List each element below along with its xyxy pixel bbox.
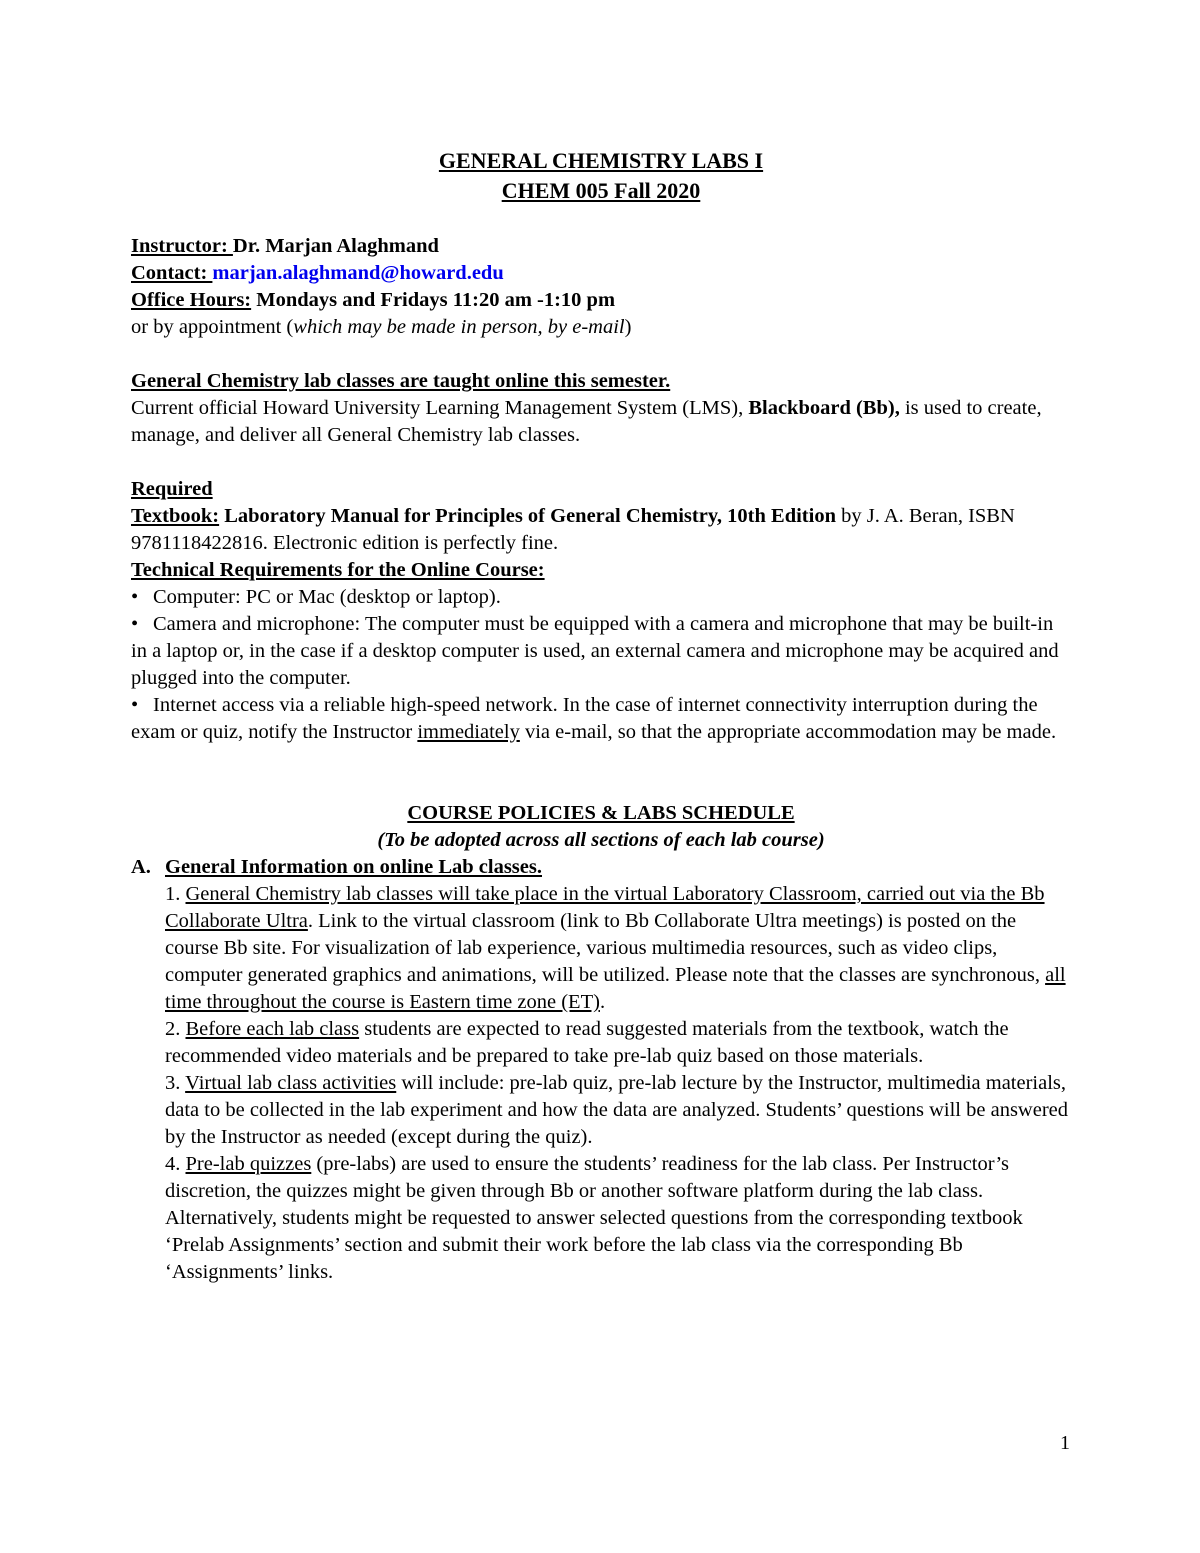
title-line-1: GENERAL CHEMISTRY LABS I	[438, 148, 764, 173]
policy-paragraph-4	[131, 1151, 1071, 1286]
bullet-icon: •	[131, 613, 139, 635]
bullet-text: Computer: PC or Mac (desktop or laptop).	[153, 586, 501, 608]
bullet-item	[131, 584, 1071, 611]
instructor-name: Dr. Marjan Alaghmand	[232, 235, 439, 257]
paragraph-emphasis: General Chemistry lab classes will take place in the virtual Laboratory Classroom, carried out via the Bb Collaborate Ultra	[165, 883, 1045, 932]
bullet-item	[131, 692, 1071, 746]
section-a-letter: A.	[131, 856, 151, 878]
textbook-label: Textbook:	[131, 505, 220, 527]
office-hours-value: Mondays and Fridays 11:20 am -1:10 pm	[251, 289, 616, 311]
paragraph-number: 4.	[165, 1153, 186, 1175]
paragraph-emphasis: Before each lab class	[185, 1018, 360, 1040]
document-title	[131, 146, 1071, 206]
bullet-text-end: via e-mail, so that the appropriate accommodation may be made.	[519, 721, 1057, 743]
textbook-details: by J. A. Beran, ISBN 9781118422816. Electronic edition is perfectly fine.	[131, 505, 1015, 554]
blackboard-label: Blackboard (Bb),	[748, 397, 900, 419]
policies-heading: COURSE POLICIES & LABS SCHEDULE	[407, 802, 795, 824]
tech-requirements-heading: Technical Requirements for the Online Course:	[131, 559, 545, 581]
section-a-title: General Information on online Lab classes.	[165, 856, 542, 878]
paragraph-end: .	[599, 991, 606, 1013]
policies-section	[131, 800, 1071, 1286]
policy-paragraph-1	[131, 881, 1071, 1016]
bullet-text: Internet access via a reliable high-speed network. In the case of internet connectivity interruption during the exam or quiz, notify the Instructor	[131, 694, 1038, 743]
required-section	[131, 476, 1071, 746]
paragraph-text: students are expected to read suggested materials from the textbook, watch the recommended video materials and be prepared to take pre-lab quiz based on those materials.	[165, 1018, 1009, 1067]
appointment-note: which may be made in person, by e-mail	[293, 316, 625, 338]
instructor-line	[131, 233, 1071, 260]
section-a-heading	[131, 854, 1071, 881]
bullet-item	[131, 611, 1071, 692]
contact-label: Contact:	[131, 262, 213, 284]
paragraph-text: will include: pre-lab quiz, pre-lab lecture by the Instructor, multimedia materials, data to be collected in the lab experiment and how the data are analyzed. Students’ questions will be answered by the Instructor as needed (except during the quiz).	[165, 1072, 1069, 1148]
instructor-block	[131, 233, 1071, 341]
appointment-line	[131, 314, 1071, 341]
office-hours-line	[131, 287, 1071, 314]
document-page	[131, 146, 1071, 1286]
title-line-2: CHEM 005 Fall 2020	[501, 178, 701, 203]
paragraph-number: 2.	[165, 1018, 186, 1040]
paragraph-number: 3.	[165, 1072, 186, 1094]
contact-email-link[interactable]: marjan.alaghmand@howard.edu	[212, 262, 504, 284]
policies-subheading: (To be adopted across all sections of each lab course)	[377, 829, 825, 851]
policy-paragraph-3	[131, 1070, 1071, 1151]
paragraph-text: (pre-labs) are used to ensure the students’ readiness for the lab class. Per Instructor’s discretion, the quizzes might be given through Bb or another software platform during the lab class. Alternatively, students might be requested to answer selected questions from the corresponding textbook ‘Prelab Assignments’ section and submit their work before the lab class via the corresponding Bb ‘Assignments’ links.	[165, 1153, 1023, 1283]
paragraph-number: 1.	[165, 883, 186, 905]
bullet-icon: •	[131, 586, 139, 608]
textbook-title: Laboratory Manual for Principles of General Chemistry, 10th Edition	[219, 505, 836, 527]
online-text-1: Current official Howard University Learning Management System (LMS),	[131, 397, 749, 419]
instructor-label: Instructor:	[131, 235, 233, 257]
contact-line	[131, 260, 1071, 287]
paragraph-emphasis-2: all time throughout the course is Eastern time zone (ET)	[165, 964, 1066, 1013]
online-heading: General Chemistry lab classes are taught online this semester.	[131, 370, 671, 392]
textbook-line	[131, 503, 1071, 557]
bullet-emphasis: immediately	[417, 721, 520, 743]
bullet-icon: •	[131, 694, 139, 716]
online-section	[131, 368, 1071, 449]
paragraph-text: . Link to the virtual classroom (link to Bb Collaborate Ultra meetings) is posted on the course Bb site. For visualization of lab experience, various multimedia resources, such as video clips, computer generated graphics and animations, will be utilized. Please note that the classes are synchronous,	[165, 910, 1046, 986]
appointment-suffix: )	[624, 316, 632, 338]
office-hours-label: Office Hours:	[131, 289, 252, 311]
paragraph-emphasis: Pre-lab quizzes	[185, 1153, 312, 1175]
bullet-text: Camera and microphone: The computer must be equipped with a camera and microphone that may be built-in in a laptop or, in the case if a desktop computer is used, an external camera and microphone may be acquired and plugged into the computer.	[131, 613, 1059, 689]
required-label: Required	[131, 478, 213, 500]
online-text	[131, 395, 1071, 449]
online-text-2: is used to create, manage, and deliver all General Chemistry lab classes.	[131, 397, 1042, 446]
appointment-prefix: or by appointment (	[131, 316, 294, 338]
page-number: 1	[1060, 1432, 1070, 1454]
policy-paragraph-2	[131, 1016, 1071, 1070]
paragraph-emphasis: Virtual lab class activities	[185, 1072, 397, 1094]
